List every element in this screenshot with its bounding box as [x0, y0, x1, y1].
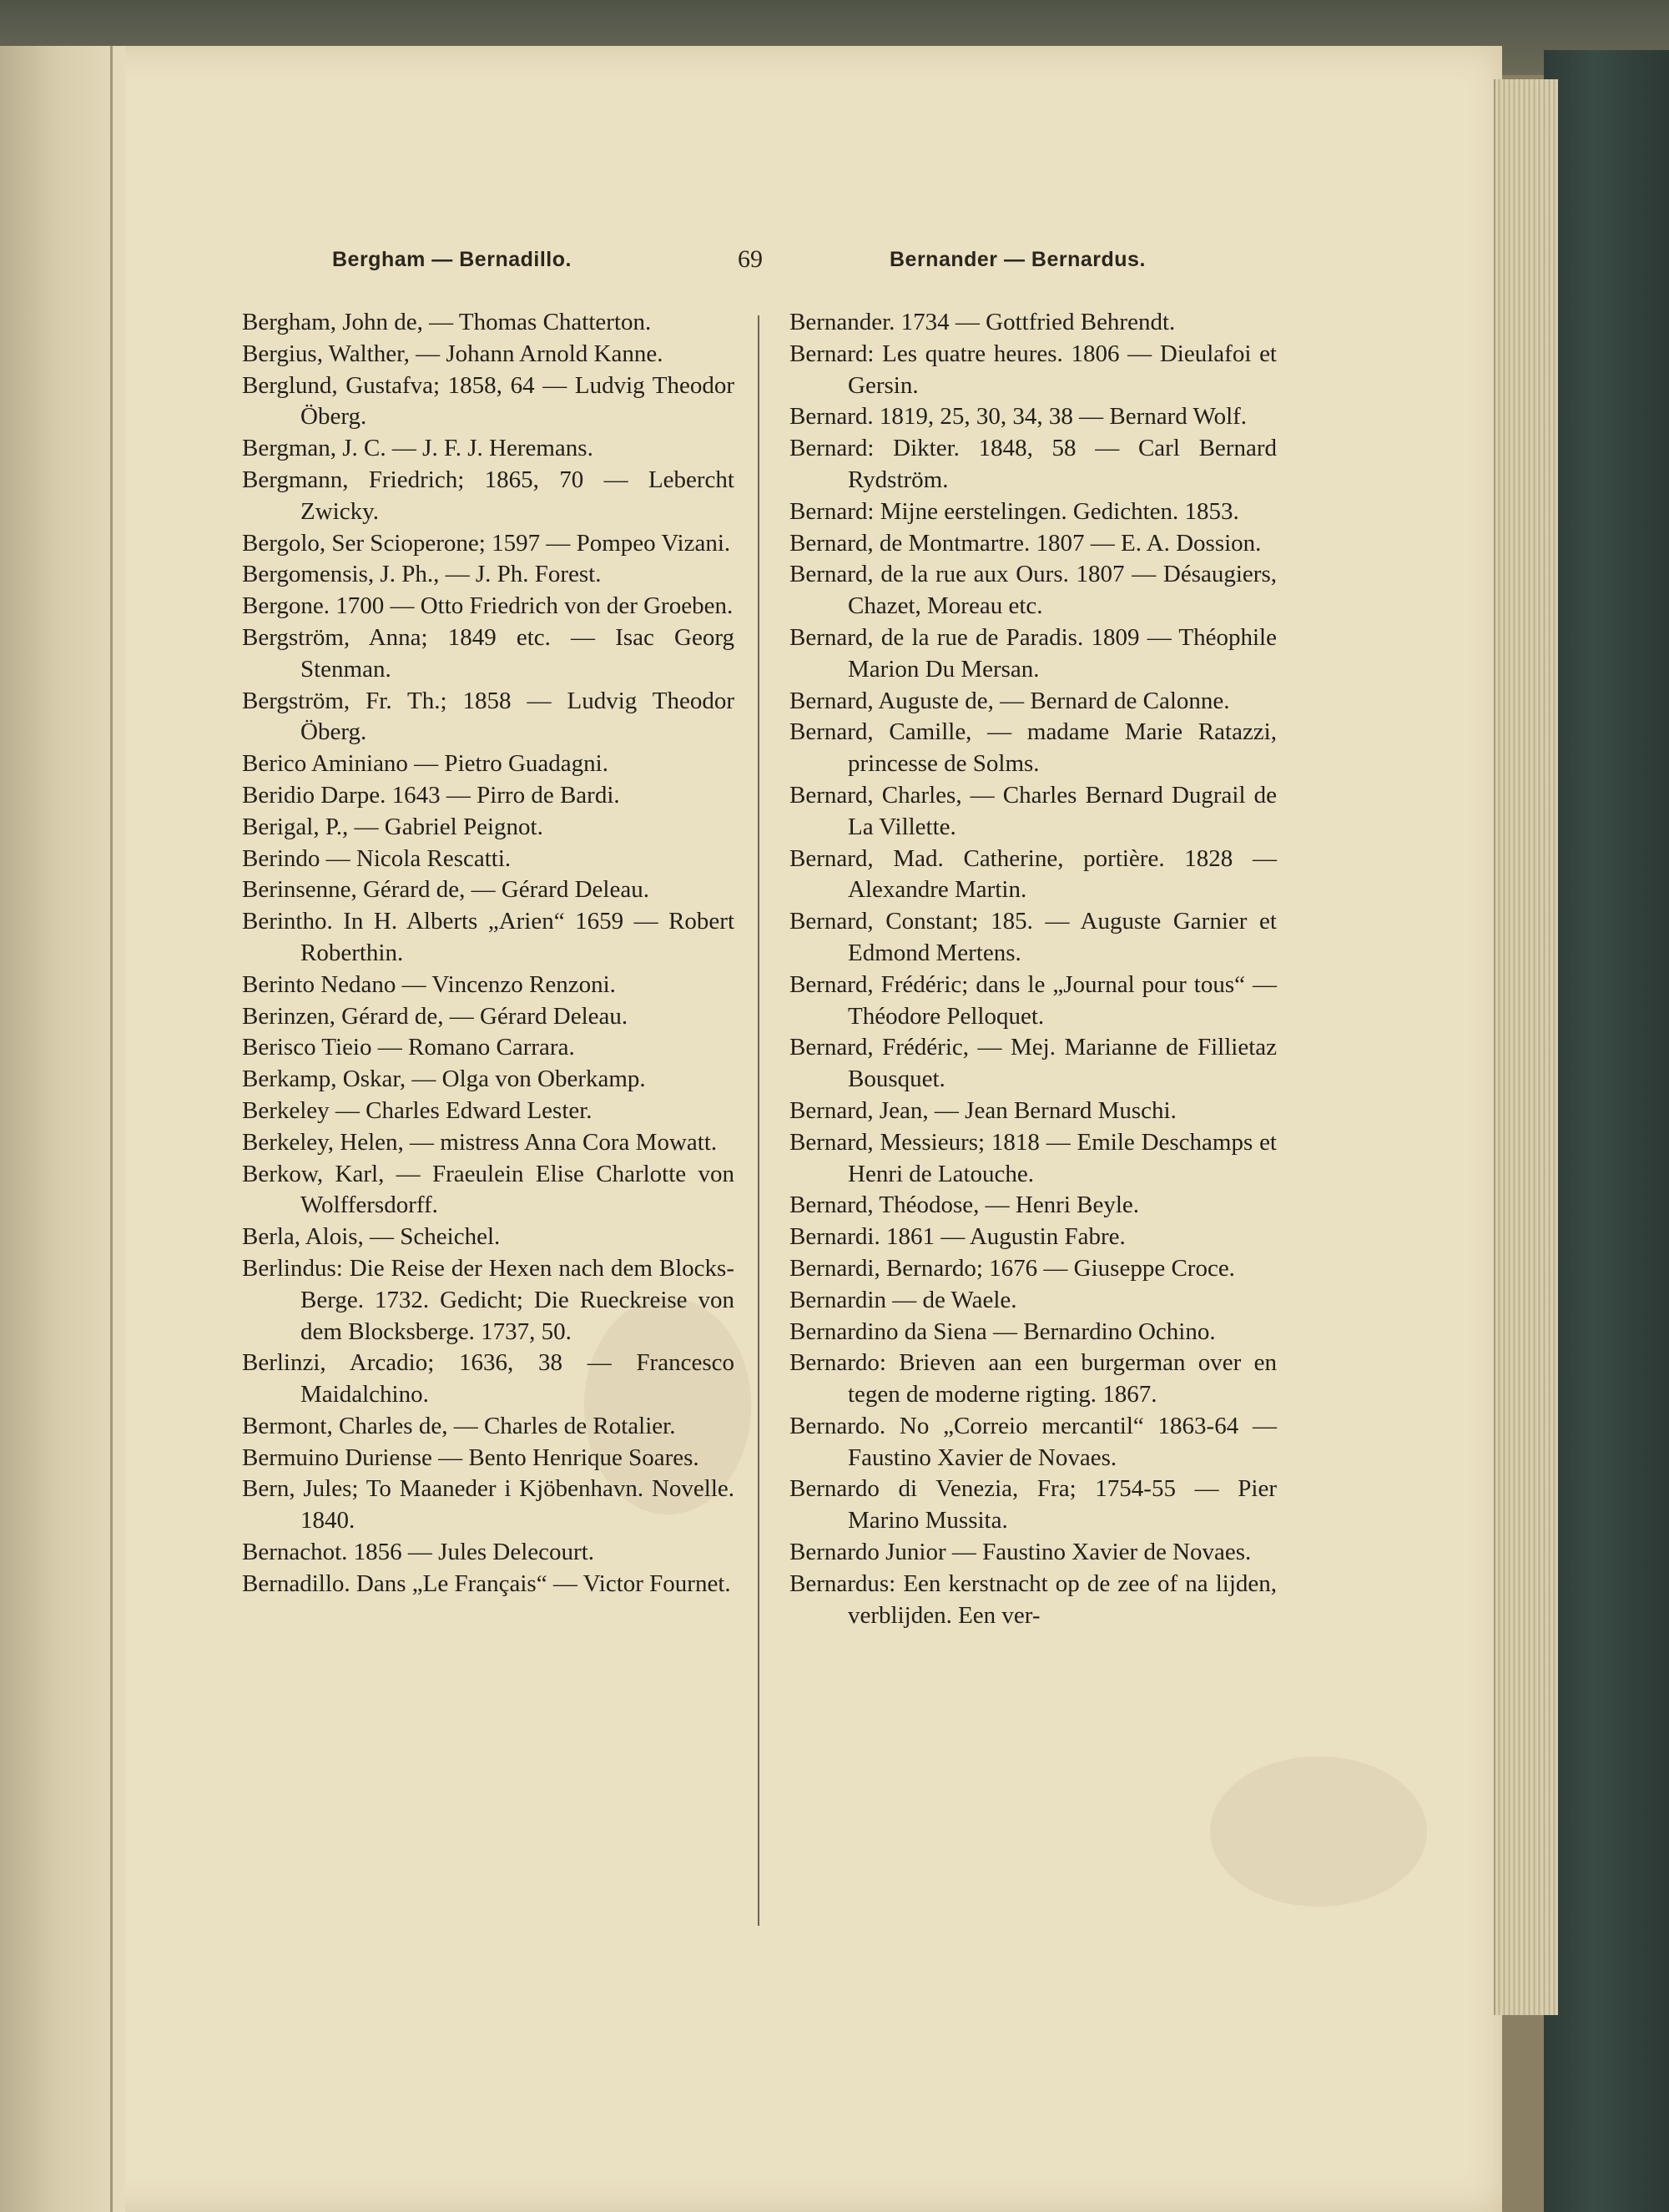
index-entry: Bernard, Constant; 185. — Auguste Garnier et Edmond Mertens.	[789, 908, 1277, 966]
index-entry: Berico Aminiano — Pietro Guadagni.	[242, 750, 608, 778]
index-entry: Bernardo: Brieven aan een burgerman over en tegen de moderne rigting. 1867.	[789, 1349, 1277, 1408]
running-header-left: Bergham — Bernadillo.	[332, 248, 572, 271]
index-entry: Bernander. 1734 — Gottfried Behrendt.	[789, 309, 1176, 335]
index-entry: Bernard, de la rue aux Ours. 1807 — Désaugiers, Chazet, Moreau etc.	[789, 561, 1277, 620]
index-entry: Bergmann, Friedrich; 1865, 70 — Lebercht Zwicky.	[242, 466, 734, 525]
index-entry: Bernadillo. Dans „Le Français“ — Victor Fournet.	[242, 1570, 731, 1597]
index-entry: Bernard, Camille, — madame Marie Ratazzi, princesse de Solms.	[789, 718, 1277, 778]
index-entry: Berlinzi, Arcadio; 1636, 38 — Francesco Maidalchino.	[242, 1349, 734, 1408]
index-entry: Bergman, J. C. — J. F. J. Heremans.	[242, 435, 593, 462]
left-column	[242, 307, 734, 1600]
index-entry: Bernard, Frédéric; dans le „Journal pour tous“ — Théodore Pelloquet.	[789, 970, 1277, 1030]
index-entry: Berigal, P., — Gabriel Peignot.	[242, 813, 543, 840]
index-entry: Beridio Darpe. 1643 — Pirro de Bardi.	[242, 781, 620, 809]
index-entry: Bernardi. 1861 — Augustin Fabre.	[789, 1223, 1126, 1251]
index-entry: Bernard, Jean, — Jean Bernard Muschi.	[789, 1096, 1177, 1124]
index-entry: Bernardin — de Waele.	[789, 1286, 1017, 1313]
index-entry: Bernachot. 1856 — Jules Delecourt.	[242, 1539, 595, 1566]
index-entry: Berglund, Gustafva; 1858, 64 — Ludvig Theodor Öberg.	[242, 371, 734, 431]
index-entry: Bergius, Walther, — Johann Arnold Kanne.	[242, 340, 663, 367]
index-entry: Bernardus: Een kerstnacht op de zee of na lijden, verblijden. Een ver-	[789, 1570, 1277, 1629]
index-entry: Bernard, de la rue de Paradis. 1809 — Théophile Marion Du Mersan.	[789, 623, 1277, 683]
index-entry: Berkeley — Charles Edward Lester.	[242, 1096, 592, 1124]
index-entry: Bernard, Frédéric, — Mej. Marianne de Fillietaz Bousquet.	[789, 1034, 1277, 1093]
index-entry: Berkow, Karl, — Fraeulein Elise Charlotte von Wolffersdorff.	[242, 1160, 734, 1219]
index-entry: Berisco Tieio — Romano Carrara.	[242, 1034, 575, 1061]
index-entry: Bernard: Les quatre heures. 1806 — Dieulafoi et Gersin.	[789, 340, 1277, 399]
page-gutter	[0, 46, 125, 2212]
index-entry: Bernard: Dikter. 1848, 58 — Carl Bernard Rydström.	[789, 435, 1277, 493]
index-entry: Bernardino da Siena — Bernardino Ochino.	[789, 1318, 1216, 1345]
index-entry: Bernard. 1819, 25, 30, 34, 38 — Bernard Wolf.	[789, 403, 1248, 431]
index-entry: Berlindus: Die Reise der Hexen nach dem Blocks-Berge. 1732. Gedicht; Die Rueckreise von dem Blocksberge. 1737, 50.	[242, 1254, 734, 1345]
index-entry: Berintho. In H. Alberts „Arien“ 1659 — Robert Roberthin.	[242, 908, 734, 966]
index-entry: Bernard, Charles, — Charles Bernard Dugrail de La Villette.	[789, 781, 1277, 840]
index-entry: Bernard, Mad. Catherine, portière. 1828 — Alexandre Martin.	[789, 844, 1277, 904]
gutter-fold-line	[110, 46, 113, 2212]
running-header-right: Bernander — Bernardus.	[890, 248, 1146, 271]
index-entry: Bergomensis, J. Ph., — J. Ph. Forest.	[242, 561, 602, 588]
index-entry: Bermont, Charles de, — Charles de Rotalier.	[242, 1412, 676, 1439]
index-entry: Bernardi, Bernardo; 1676 — Giuseppe Croce.	[789, 1254, 1235, 1282]
index-entry: Berinto Nedano — Vincenzo Renzoni.	[242, 970, 616, 998]
index-entry: Bernard, Auguste de, — Bernard de Calonne.	[789, 687, 1230, 714]
index-entry: Bernard, Messieurs; 1818 — Emile Deschamps et Henri de Latouche.	[789, 1128, 1277, 1187]
index-entry: Berla, Alois, — Scheichel.	[242, 1223, 501, 1251]
book-cover-edge	[1544, 50, 1669, 2212]
index-entry: Bergone. 1700 — Otto Friedrich von der Groeben.	[242, 592, 734, 620]
page-stack-edge	[1494, 79, 1558, 2015]
index-entry: Berkamp, Oskar, — Olga von Oberkamp.	[242, 1066, 646, 1093]
index-entry: Berinzen, Gérard de, — Gérard Deleau.	[242, 1002, 628, 1030]
index-entry: Bergham, John de, — Thomas Chatterton.	[242, 309, 652, 335]
index-entry: Bernardo di Venezia, Fra; 1754-55 — Pier Marino Mussita.	[789, 1475, 1277, 1534]
page-number: 69	[738, 245, 763, 273]
index-entry: Bergström, Fr. Th.; 1858 — Ludvig Theodor Öberg.	[242, 687, 734, 746]
index-entry: Bernard, Théodose, — Henri Beyle.	[789, 1192, 1140, 1219]
index-entry: Bergström, Anna; 1849 etc. — Isac Georg Stenman.	[242, 623, 734, 683]
index-entry: Bergolo, Ser Scioperone; 1597 — Pompeo Vizani.	[242, 529, 731, 557]
index-entry: Bern, Jules; To Maaneder i Kjöbenhavn. Novelle. 1840.	[242, 1475, 734, 1534]
index-entry: Berinsenne, Gérard de, — Gérard Deleau.	[242, 876, 649, 904]
index-entry: Berindo — Nicola Rescatti.	[242, 844, 512, 872]
index-entry: Bernardo Junior — Faustino Xavier de Novaes.	[789, 1539, 1252, 1566]
index-entry: Berkeley, Helen, — mistress Anna Cora Mowatt.	[242, 1128, 718, 1156]
column-divider	[758, 315, 759, 1926]
index-entry: Bermuino Duriense — Bento Henrique Soares.	[242, 1444, 699, 1471]
paper-stain	[1210, 1756, 1427, 1907]
book-page	[0, 46, 1502, 2212]
index-entry: Bernard, de Montmartre. 1807 — E. A. Dossion.	[789, 529, 1262, 557]
index-entry: Bernard: Mijne eerstelingen. Gedichten. 1853.	[789, 497, 1239, 525]
index-entry: Bernardo. No „Correio mercantil“ 1863-64 — Faustino Xavier de Novaes.	[789, 1412, 1277, 1471]
right-column	[789, 307, 1277, 1631]
